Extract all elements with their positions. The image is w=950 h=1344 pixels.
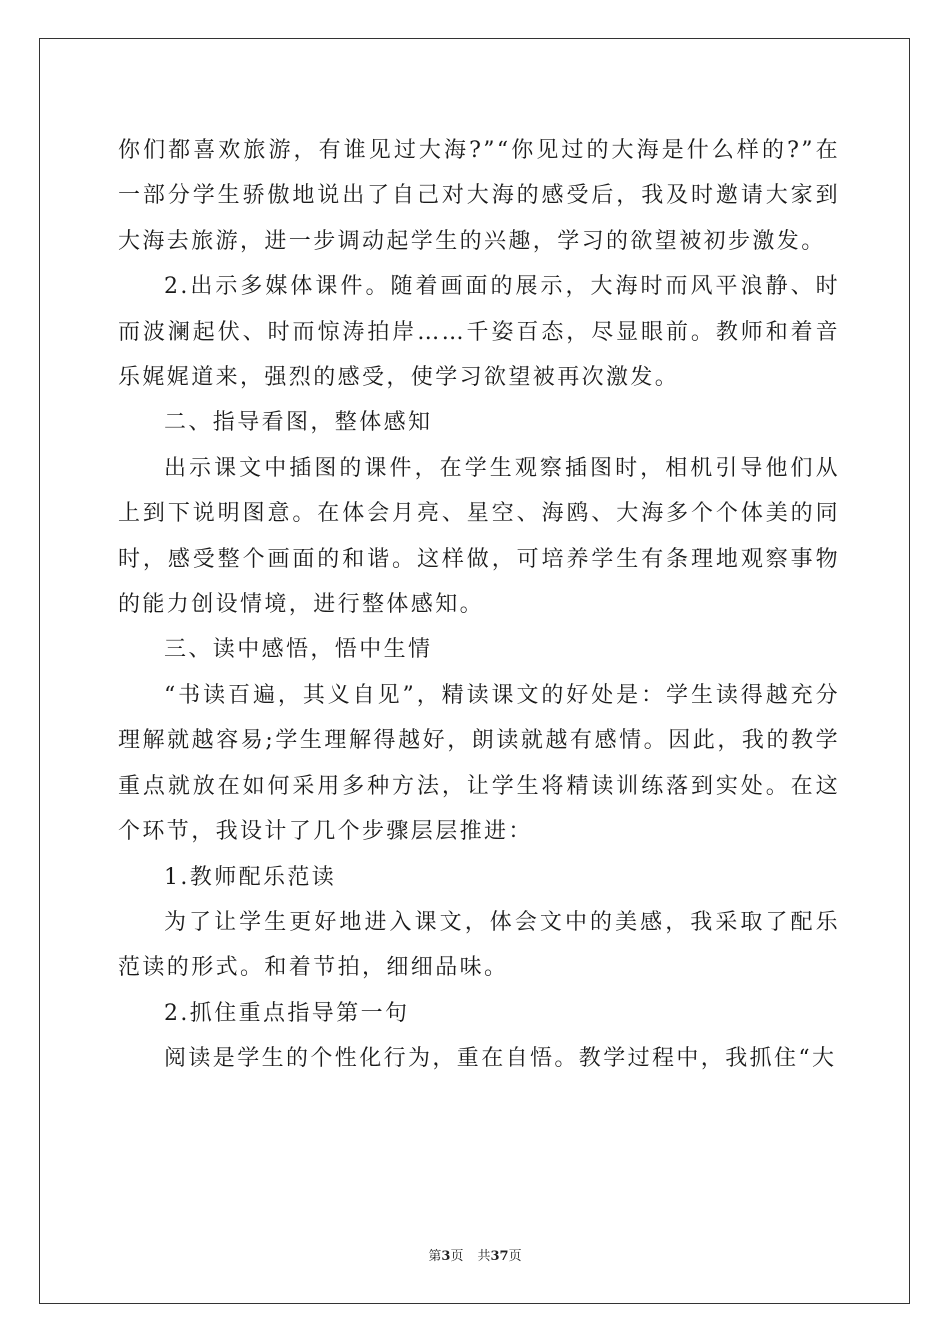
sub-heading: 2.抓住重点指导第一句: [164, 1000, 410, 1026]
paragraph: 你们都喜欢旅游，有谁见过大海?”“你见过的大海是什么样的?”在一部分学生骄傲地说出了自己对大海的感受后，我及时邀请大家到大海去旅游，进一步调动起学生的兴趣，学习的欲望被初步激发。: [118, 138, 840, 254]
total-label-suffix: 页: [508, 1249, 522, 1264]
total-pages: 37: [490, 1249, 509, 1264]
sub-heading: 1.教师配乐范读: [164, 864, 337, 890]
page-label-prefix: 第: [428, 1249, 442, 1264]
paragraph: 阅读是学生的个性化行为，重在自悟。教学过程中，我抓住“大: [164, 1046, 837, 1072]
document-body: [118, 128, 840, 1082]
paragraph: “书读百遍，其义自见”，精读课文的好处是：学生读得越充分理解就越容易;学生理解得越好，朗读就越有感情。因此，我的教学重点就放在如何采用多种方法，让学生将精读训练落到实处。在这个环节，我设计了几个步骤层层推进：: [118, 682, 840, 845]
section-heading: 二、指导看图，整体感知: [164, 410, 433, 436]
total-label-prefix: 共: [477, 1249, 491, 1264]
paragraph: 为了让学生更好地进入课文，体会文中的美感，我采取了配乐范读的形式。和着节拍，细细品味。: [118, 909, 840, 981]
page-footer: [0, 1248, 950, 1266]
section-heading: 三、读中感悟，悟中生情: [164, 637, 433, 663]
page-number: 3: [441, 1249, 451, 1264]
paragraph: 2.出示多媒体课件。随着画面的展示，大海时而风平浪静、时而波澜起伏、时而惊涛拍岸……千姿百态，尽显眼前。教师和着音乐娓娓道来，强烈的感受，使学习欲望被再次激发。: [118, 274, 840, 391]
page-label-suffix: 页: [450, 1249, 464, 1264]
paragraph: 出示课文中插图的课件，在学生观察插图时，相机引导他们从上到下说明图意。在体会月亮、星空、海鸥、大海多个个体美的同时，感受整个画面的和谐。这样做，可培养学生有条理地观察事物的能力创设情境，进行整体感知。: [118, 455, 840, 618]
